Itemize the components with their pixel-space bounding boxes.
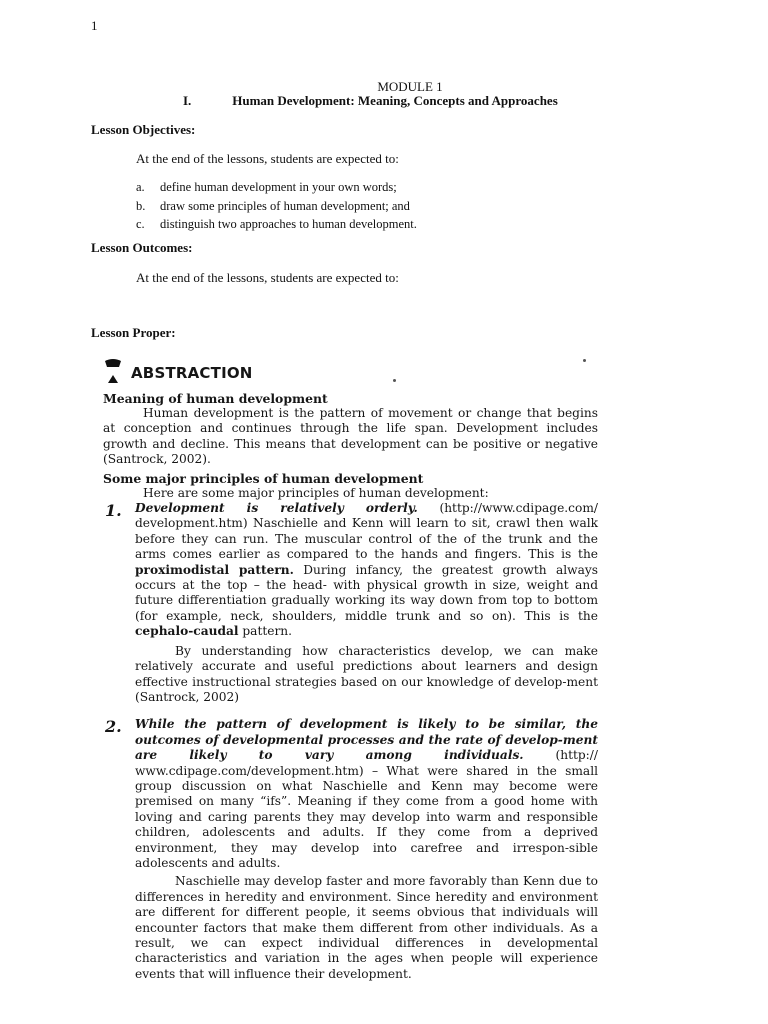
scanned-excerpt [103,357,598,981]
list-item-label: a. [136,180,145,194]
list-item-text: distinguish two approaches to human development. [160,217,417,231]
principles-heading: Some major principles of human development [103,470,424,486]
principle-lead: While the pattern of development is likely to be similar, the outcomes of developmental processes and the rate of develop-ment are likely to vary among individuals. [135,717,598,763]
principle-number: 2. [105,717,122,737]
objectives-intro: At the end of the lessons, students are expected to: [136,151,399,166]
principle-paragraph [135,717,598,871]
title-text: Human Development: Meaning, Concepts and Approaches [232,93,558,108]
principle-number: 1. [105,501,122,521]
principle-text: During infancy, the greatest growth always occurs at the top – the head- with physical growth in size, weight and future differentiation gradually working its way down from top to bottom (for example, neck, shoulders, middle trunk and so on). This is the [135,562,598,623]
scan-speck [583,359,586,362]
list-item [136,178,417,197]
title-number: I. [183,93,192,108]
principle-text: (http://www.cdipage.com/ development.htm) Naschielle and Kenn will learn to sit, crawl then walk before they can run. The muscular control of the of the trunk and the arms comes earlier as compared to the hands and fingers. This is the [135,501,598,562]
module-label: MODULE 1 [377,79,443,94]
principle-2 [103,717,598,982]
page-number: 1 [91,18,98,33]
meaning-heading: Meaning of human development [103,391,328,406]
page-title [183,93,558,109]
principle-paragraph: By understanding how characteristics develop, we can make relatively accurate and useful predictions about learners and design effective instructional strategies based on our knowledge of develop-ment (Santrock, 2002) [135,643,598,704]
list-item-label: b. [136,198,146,213]
objectives-list [136,178,417,234]
objectives-heading: Lesson Objectives: [91,122,196,137]
abstraction-label: ABSTRACTION [131,364,253,382]
principles-intro: Here are some major principles of human development: [143,485,489,500]
principle-text: pattern. [238,624,292,639]
list-item-label: c. [136,217,145,231]
principle-paragraph [135,501,598,640]
outcomes-heading: Lesson Outcomes: [91,240,193,255]
list-item [136,197,417,216]
principle-lead: Development is relatively orderly. [135,501,418,516]
principle-paragraph: Naschielle may develop faster and more favorably than Kenn due to differences in heredity and environment. Since heredity and environment are different for different people, it seems obvious that individuals will encounter factors that make them different from other individuals. As a result, we can expect individual differences in developmental characteristics and variation in the ages when people will experience events that will influence their development. [135,874,598,981]
meaning-paragraph: Human development is the pattern of movement or change that begins at conception and continues through the life span. Development includes growth and decline. This means that development can be positive or negative (Santrock, 2002). [103,406,598,467]
abstraction-icon [103,357,123,389]
proper-heading: Lesson Proper: [91,325,176,340]
abstraction-header [103,357,598,389]
list-item-text: define human development in your own words; [160,180,397,194]
list-item [136,215,417,234]
principle-1 [103,501,598,705]
outcomes-intro: At the end of the lessons, students are expected to: [136,270,399,285]
principle-term: cephalo-caudal [135,624,239,639]
scan-speck [393,379,396,382]
list-item-text: draw some principles of human development; and [160,198,410,213]
principle-term: proximodistal pattern. [135,562,294,577]
principle-text: (http:// www.cdipage.com/development.htm) – What were shared in the small group discussion on what Naschielle and Kenn may become were premised on many “ifs”. Meaning if they come from a good home with loving and caring parents they may develop into warm and responsible children, adolescents and adults. If they come from a deprived environment, they may develop into carefree and irrespon-sible adolescents and adults. [135,748,598,870]
